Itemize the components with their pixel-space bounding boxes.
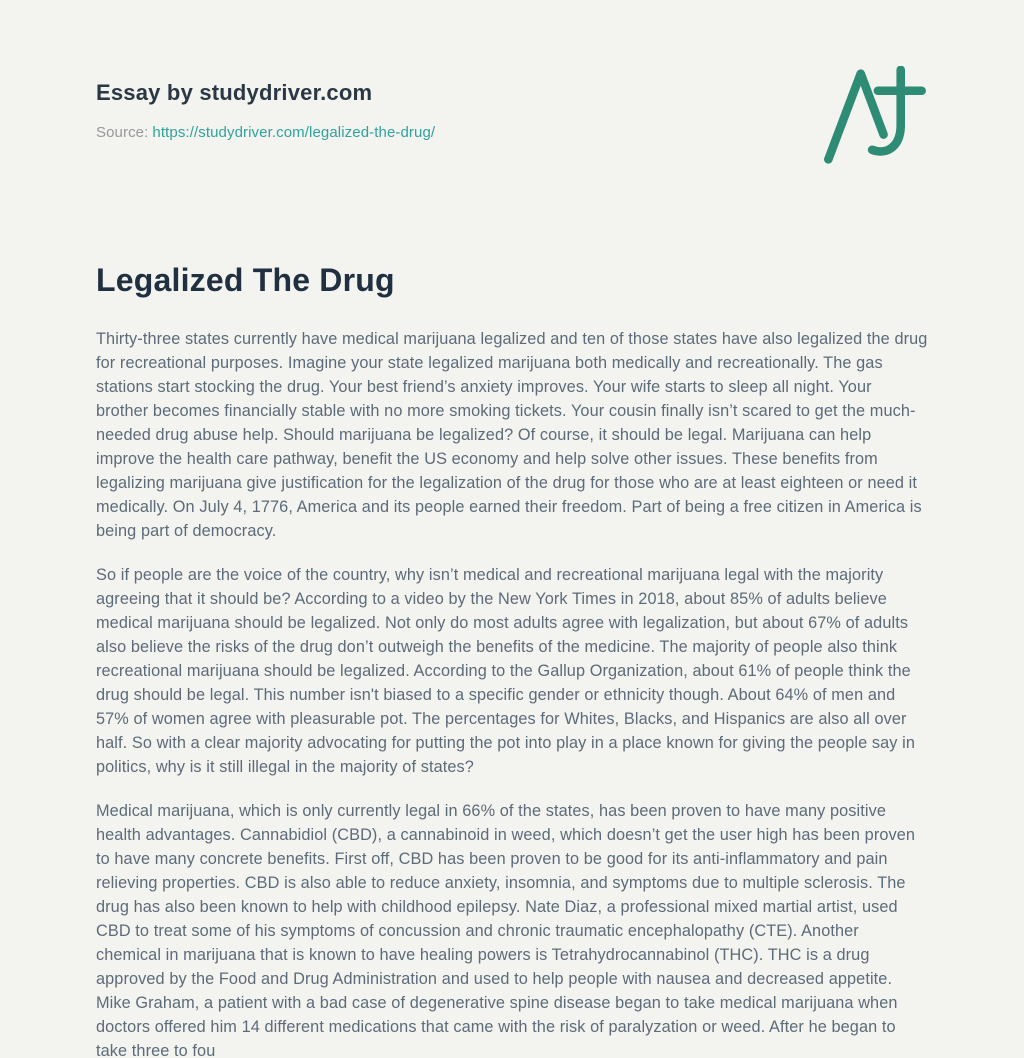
source-line [96, 124, 435, 141]
header [96, 66, 928, 166]
essay-paragraph: Medical marijuana, which is only currently legal in 66% of the states, has been proven to have many positive health advantages. Cannabidiol (CBD), a cannabinoid in weed, which doesn’t get the user high has been proven to have many concrete benefits. First off, CBD has been proven to be good for its anti-inflammatory and pain relieving properties. CBD is also able to reduce anxiety, insomnia, and symptoms due to multiple sclerosis. The drug has also been known to help with childhood epilepsy. Nate Diaz, a professional mixed martial artist, used CBD to treat some of his symptoms of concussion and chronic traumatic encephalopathy (CTE). Another chemical in marijuana that is known to have healing powers is Tetrahydrocannabinol (THC). THC is a drug approved by the Food and Drug Administration and used to help people with nausea and decreased appetite. Mike Graham, a patient with a bad case of degenerative spine disease began to take medical marijuana when doctors offered him 14 different medications that came with the risk of paralyzation or weed. After he began to take three to fou [96, 802, 916, 1058]
header-text-block [96, 66, 435, 141]
essay-paragraph: Thirty-three states currently have medical marijuana legalized and ten of those states have also legalized the drug for recreational purposes. Imagine your state legalized marijuana both medically and recreationally. The gas stations start stocking the drug. Your best friend’s anxiety improves. Your wife starts to sleep all night. Your brother becomes financially stable with no more smoking tickets. Your cousin finally isn’t scared to get the much-needed drug abuse help. Should marijuana be legalized? Of course, it should be legal. Marijuana can help improve the health care pathway, benefit the US economy and help solve other issues. These benefits from legalizing marijuana give justification for the legalization of the drug for those who are at least eighteen or need it medically. On July 4, 1776, America and its people earned their freedom. Part of being a free citizen in America is being part of democracy. [96, 330, 928, 540]
source-label: Source: [96, 124, 149, 141]
page-title: Essay by studydriver.com [96, 80, 373, 105]
essay-title: Legalized The Drug [96, 262, 395, 298]
essay-body [96, 327, 928, 1058]
studydriver-logo-icon [822, 66, 928, 166]
studydriver-monogram-svg [822, 66, 928, 166]
essay-paragraph: So if people are the voice of the country, why isn’t medical and recreational marijuana legal with the majority agreeing that it should be? According to a video by the New York Times in 2018, about 85% of adults believe medical marijuana should be legalized. Not only do most adults agree with legalization, but about 67% of adults also believe the risks of the drug don’t outweigh the benefits of the medicine. The majority of people also think recreational marijuana should be legalized. According to the Gallup Organization, about 61% of people think the drug should be legal. This number isn't biased to a specific gender or ethnicity though. About 64% of men and 57% of women agree with pleasurable pot. The percentages for Whites, Blacks, and Hispanics are also all over half. So with a clear majority advocating for putting the pot into play in a place known for giving the people say in politics, why is it still illegal in the majority of states? [96, 566, 915, 776]
source-link[interactable]: https://studydriver.com/legalized-the-drug/ [152, 124, 436, 141]
